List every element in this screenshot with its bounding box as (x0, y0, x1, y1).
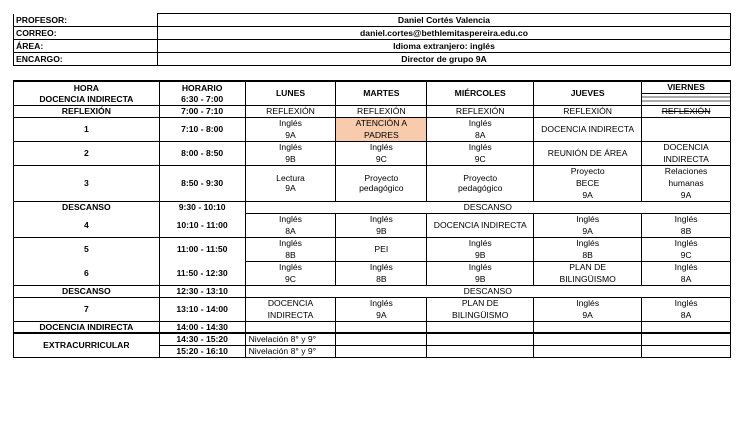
cell-lunes-subject: Lectura (276, 173, 305, 183)
row-label: DOCENCIA INDIRECTA (14, 93, 160, 105)
cell-lunes-group: 9C (245, 273, 336, 285)
cell-jueves-line2: BECE (534, 177, 642, 189)
cell-martes (336, 165, 427, 201)
cell-viernes-empty (642, 345, 731, 357)
cell-martes: REFLEXIÓN (336, 105, 427, 117)
cell-viernes-subject: Inglés (642, 261, 731, 273)
cell-miercoles-line1: PLAN DE (427, 297, 534, 309)
encargo-label: ENCARGO: (14, 53, 158, 66)
cell-jueves: REUNIÓN DE ÁREA (534, 141, 642, 165)
cell-lunes-group: 9B (245, 153, 336, 165)
row-descanso-1 (14, 201, 731, 213)
cell-jueves-line1: PLAN DE (534, 261, 642, 273)
col-header-miercoles: MIÉRCOLES (427, 81, 534, 105)
cell-viernes-group: 8A (642, 309, 731, 321)
cell-viernes-empty (642, 321, 731, 333)
cell-miercoles-empty (427, 345, 534, 357)
cell-lunes-line1: DOCENCIA (245, 297, 336, 309)
area-row (14, 40, 731, 53)
row-label: 6 (14, 261, 160, 285)
cell-martes-subject: Inglés (336, 261, 427, 273)
cell-jueves-empty (534, 333, 642, 345)
row-label: EXTRACURRICULAR (14, 333, 160, 357)
cell-lunes-line2: INDIRECTA (245, 309, 336, 321)
area-label: ÁREA: (14, 40, 158, 53)
row-time: 11:00 - 11:50 (159, 237, 245, 261)
cell-lunes-group: 8A (245, 225, 336, 237)
cell-jueves-line3: 9A (534, 189, 642, 201)
row-time-1: 14:30 - 15:20 (159, 333, 245, 345)
row-time: 7:10 - 8:00 (159, 117, 245, 141)
cell-lunes-subject: Inglés (245, 117, 336, 129)
cell-viernes-subject: Inglés (642, 237, 731, 249)
cell-martes-line1: ATENCIÓN A (336, 117, 427, 129)
cell-jueves-group: 8B (534, 249, 642, 261)
cell-martes-empty (336, 321, 427, 333)
cell-jueves: REFLEXIÓN (534, 105, 642, 117)
cell-miercoles-line1: Proyecto (463, 173, 498, 183)
cell-miercoles-group: 9B (427, 273, 534, 285)
cell-viernes-empty (642, 333, 731, 345)
correo-value: daniel.cortes@bethlemitaspereira.edu.co (158, 27, 731, 40)
cell-miercoles: DOCENCIA INDIRECTA (427, 213, 534, 237)
cell-jueves-group: 9A (534, 225, 642, 237)
cell-martes-subject: Inglés (336, 213, 427, 225)
row-descanso-2 (14, 285, 731, 297)
col-header-jueves: JUEVES (534, 81, 642, 105)
cell-lunes-nivelacion-2: Nivelación 8° y 9° (245, 345, 336, 357)
col-header-lunes: LUNES (245, 81, 336, 105)
cell-viernes-group: 8A (642, 273, 731, 285)
cell-viernes-subject: Inglés (642, 213, 731, 225)
cell-lunes-subject: Inglés (245, 237, 336, 249)
col-header-viernes: VIERNES (642, 81, 731, 93)
cell-miercoles-empty (427, 333, 534, 345)
cell-jueves-subject: Inglés (534, 297, 642, 309)
cell-jueves-empty (534, 345, 642, 357)
cell-lunes-group: 8B (245, 249, 336, 261)
row-label: 4 (14, 213, 160, 237)
cell-viernes-line2: humanas (642, 177, 731, 189)
striped-cell (642, 93, 731, 105)
row-docencia-indirecta-pm (14, 321, 731, 333)
row-hour-3 (14, 165, 731, 177)
cell-lunes-subject: Inglés (245, 213, 336, 225)
row-label: 1 (14, 117, 160, 141)
cell-jueves: DOCENCIA INDIRECTA (534, 117, 642, 141)
row-label: DOCENCIA INDIRECTA (14, 321, 160, 333)
cell-lunes-nivelacion-1: Nivelación 8° y 9° (245, 333, 336, 345)
cell-jueves-line2: BILINGÜISMO (534, 273, 642, 285)
cell-miercoles-group: 8A (427, 129, 534, 141)
row-label: 2 (14, 141, 160, 165)
cell-miercoles (427, 165, 534, 201)
cell-miercoles-group: 9B (427, 249, 534, 261)
cell-jueves-group: 9A (534, 309, 642, 321)
encargo-row (14, 53, 731, 66)
cell-viernes-group: 8B (642, 225, 731, 237)
row-time: 10:10 - 11:00 (159, 213, 245, 237)
cell-miercoles-subject: Inglés (427, 141, 534, 153)
row-time: 11:50 - 12:30 (159, 261, 245, 285)
cell-viernes-line2: INDIRECTA (642, 153, 731, 165)
cell-martes-empty (336, 333, 427, 345)
row-hour-1 (14, 117, 731, 129)
row-hour-4 (14, 213, 731, 225)
row-time-2: 15:20 - 16:10 (159, 345, 245, 357)
cell-martes-subject: Inglés (336, 141, 427, 153)
row-label: DESCANSO (14, 201, 160, 213)
cell-jueves-subject: Inglés (534, 237, 642, 249)
row-time: 8:00 - 8:50 (159, 141, 245, 165)
cell-viernes-subject: Inglés (642, 297, 731, 309)
cell-lunes-subject: Inglés (245, 261, 336, 273)
cell-miercoles-line2: pedagógico (457, 183, 503, 193)
row-hour-7 (14, 297, 731, 309)
row-time: 9:30 - 10:10 (159, 201, 245, 213)
cell-lunes-group: 9A (245, 129, 336, 141)
cell-lunes-subject: Inglés (245, 141, 336, 153)
row-hour-5 (14, 237, 731, 249)
area-value: Idioma extranjero: inglés (158, 40, 731, 53)
row-time: 12:30 - 13:10 (159, 285, 245, 297)
cell-lunes: REFLEXIÓN (245, 105, 336, 117)
row-label: 5 (14, 237, 160, 261)
cell-viernes-empty (642, 117, 731, 141)
descanso-banner: DESCANSO (245, 201, 730, 213)
row-time: 13:10 - 14:00 (159, 297, 245, 321)
cell-miercoles: REFLEXIÓN (427, 105, 534, 117)
cell-miercoles-subject: Inglés (427, 261, 534, 273)
cell-miercoles-line2: BILINGÜISMO (427, 309, 534, 321)
row-hour-2 (14, 141, 731, 153)
col-header-martes: MARTES (336, 81, 427, 105)
col-header-horario: HORARIO (159, 81, 245, 93)
row-time: 14:00 - 14:30 (159, 321, 245, 333)
profesor-label: PROFESOR: (14, 14, 158, 27)
row-time: 7:00 - 7:10 (159, 105, 245, 117)
row-hour-6 (14, 261, 731, 273)
cell-lunes (245, 165, 336, 201)
cell-miercoles-group: 9C (427, 153, 534, 165)
row-extracurricular (14, 333, 731, 345)
row-label: DESCANSO (14, 285, 160, 297)
cell-jueves-empty (534, 321, 642, 333)
teacher-info-table (13, 13, 731, 66)
cell-martes-group: 9C (336, 153, 427, 165)
row-label: 7 (14, 297, 160, 321)
row-time: 8:50 - 9:30 (159, 165, 245, 201)
schedule-table (13, 80, 731, 358)
row-label: 3 (14, 165, 160, 201)
correo-row (14, 27, 731, 40)
cell-martes-group: 9B (336, 225, 427, 237)
cell-martes-line1: Proyecto (364, 173, 399, 183)
cell-lunes-group: 9A (285, 183, 296, 193)
cell-martes-empty (336, 345, 427, 357)
cell-martes-line2: pedagógico (359, 183, 404, 193)
cell-lunes-empty (245, 321, 336, 333)
cell-viernes: REFLEXIÓN (642, 105, 731, 117)
row-time: 6:30 - 7:00 (159, 93, 245, 105)
correo-label: CORREO: (14, 27, 158, 40)
cell-miercoles-subject: Inglés (427, 237, 534, 249)
cell-viernes-line1: DOCENCIA (642, 141, 731, 153)
cell-viernes-line3: 9A (642, 189, 731, 201)
col-header-hora: HORA (14, 81, 160, 93)
cell-viernes-line1: Relaciones (642, 165, 731, 177)
header-row (14, 81, 731, 93)
cell-jueves-subject: Inglés (534, 213, 642, 225)
profesor-row (14, 14, 731, 27)
cell-martes-line2: PADRES (336, 129, 427, 141)
cell-viernes-group: 9C (642, 249, 731, 261)
cell-martes-subject: Inglés (336, 297, 427, 309)
cell-martes-group: 8B (336, 273, 427, 285)
cell-miercoles-subject: Inglés (427, 117, 534, 129)
cell-martes-group: 9A (336, 309, 427, 321)
descanso-banner: DESCANSO (245, 285, 730, 297)
cell-jueves-line1: Proyecto (534, 165, 642, 177)
row-reflexion (14, 105, 731, 117)
cell-miercoles-empty (427, 321, 534, 333)
row-label: REFLEXIÓN (14, 105, 160, 117)
cell-martes: PEI (336, 237, 427, 261)
profesor-value: Daniel Cortés Valencia (158, 14, 731, 27)
encargo-value: Director de grupo 9A (158, 53, 731, 66)
